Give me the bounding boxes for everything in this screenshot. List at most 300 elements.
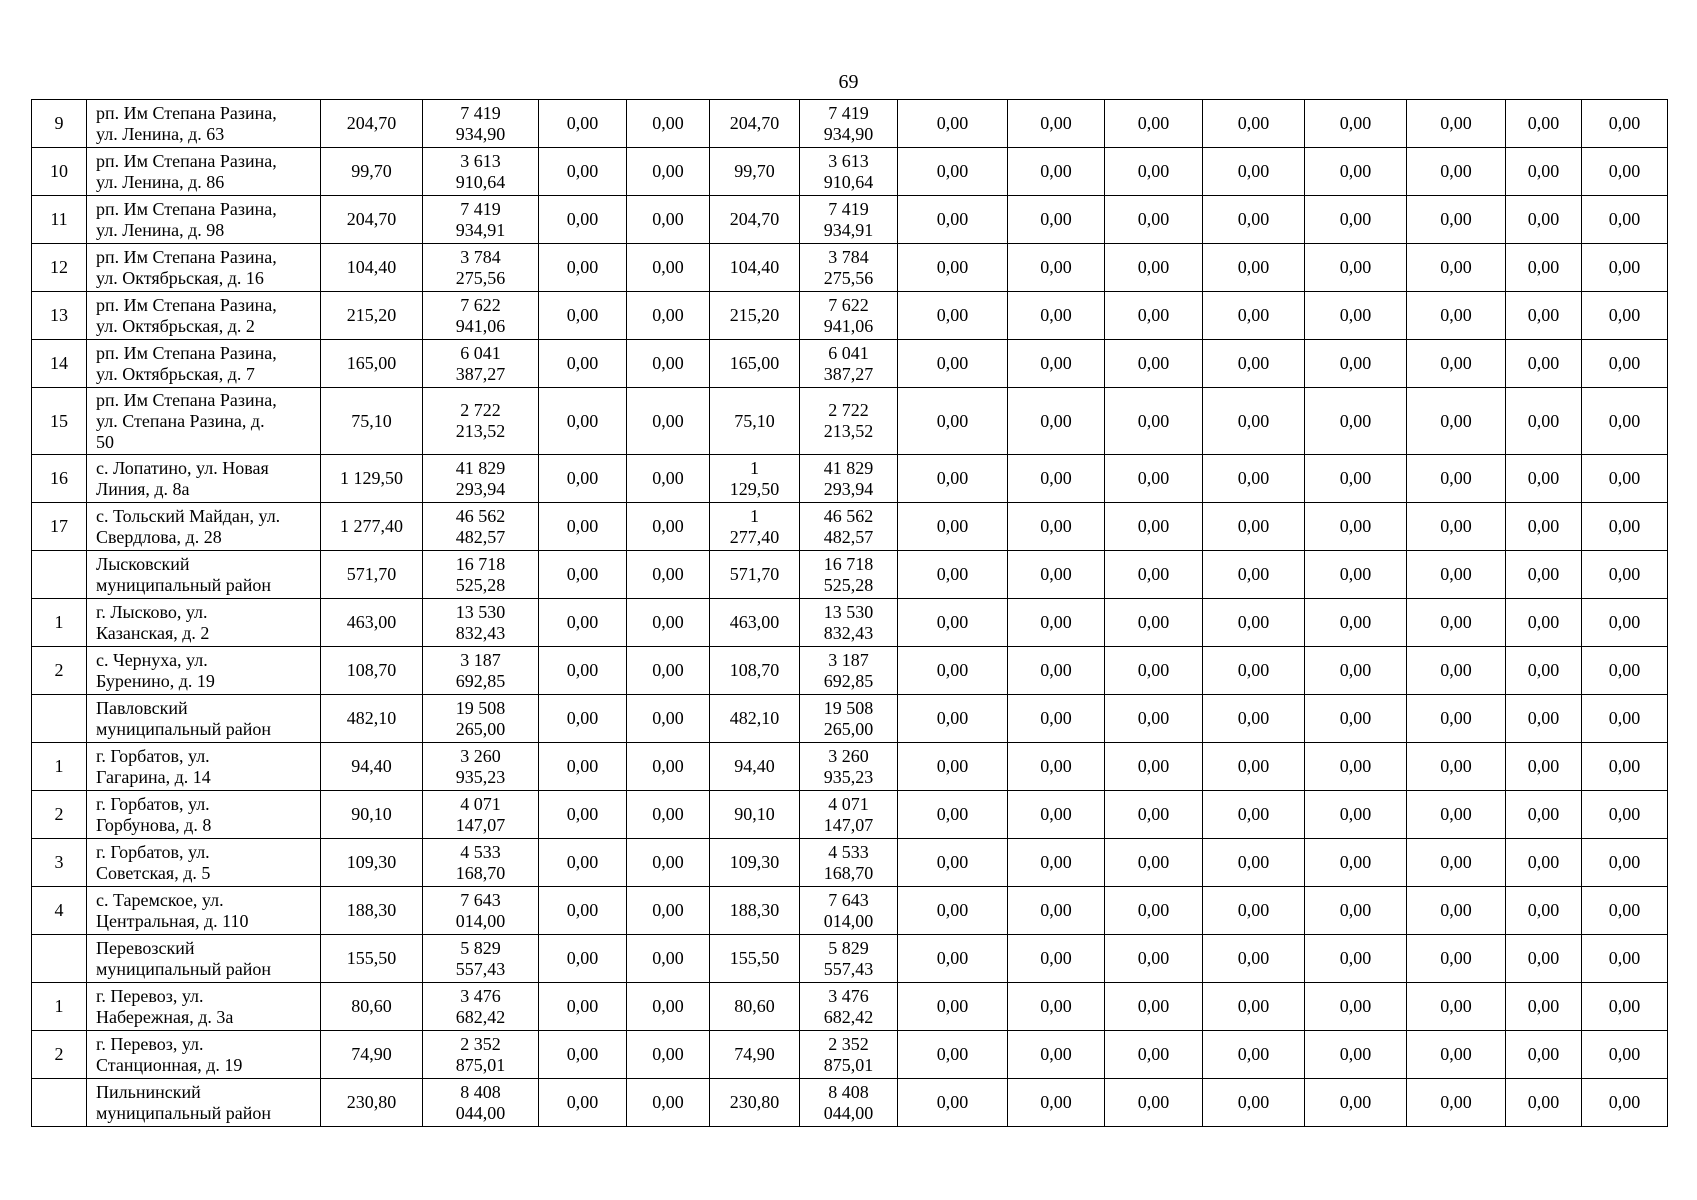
- area-cell: 80,60: [321, 983, 423, 1031]
- value-cell: 0,00: [1305, 647, 1407, 695]
- value-cell: 0,00: [1105, 388, 1203, 455]
- cost-cell: 3 613 910,64: [423, 148, 539, 196]
- value-cell: 0,00: [1407, 100, 1506, 148]
- cost-cell: 3 613 910,64: [800, 148, 898, 196]
- page-number: 69: [838, 71, 859, 93]
- value-cell: 0,00: [539, 599, 627, 647]
- address-cell: рп. Им Степана Разина, ул. Октябрьская, д. 7: [87, 340, 321, 388]
- value-cell: 0,00: [627, 388, 710, 455]
- area-cell: 109,30: [321, 839, 423, 887]
- value-cell: 0,00: [1305, 1031, 1407, 1079]
- cost-cell: 6 041 387,27: [423, 340, 539, 388]
- value-cell: 0,00: [1582, 743, 1668, 791]
- value-cell: 0,00: [1305, 551, 1407, 599]
- cost-cell: 3 187 692,85: [800, 647, 898, 695]
- value-cell: 0,00: [539, 935, 627, 983]
- area-cell: 94,40: [321, 743, 423, 791]
- value-cell: 0,00: [1105, 100, 1203, 148]
- value-cell: 0,00: [1407, 196, 1506, 244]
- cost-cell: 3 260 935,23: [423, 743, 539, 791]
- value-cell: 0,00: [898, 1031, 1008, 1079]
- value-cell: 0,00: [1305, 743, 1407, 791]
- area-cell: 74,90: [321, 1031, 423, 1079]
- value-cell: 0,00: [539, 1031, 627, 1079]
- value-cell: 0,00: [1506, 743, 1582, 791]
- value-cell: 0,00: [627, 791, 710, 839]
- area-cell: 1 129,50: [321, 455, 423, 503]
- row-number: [32, 935, 87, 983]
- area-cell: 165,00: [321, 340, 423, 388]
- table-row: [32, 1031, 1668, 1079]
- value-cell: 0,00: [1506, 455, 1582, 503]
- value-cell: 0,00: [1407, 244, 1506, 292]
- table-row: [32, 935, 1668, 983]
- value-cell: 0,00: [1407, 340, 1506, 388]
- row-number: 1: [32, 743, 87, 791]
- cost-cell: 3 260 935,23: [800, 743, 898, 791]
- address-cell: г. Горбатов, ул. Горбунова, д. 8: [87, 791, 321, 839]
- cost-cell: 19 508 265,00: [423, 695, 539, 743]
- value-cell: 0,00: [627, 244, 710, 292]
- cost-cell: 7 643 014,00: [423, 887, 539, 935]
- value-cell: 0,00: [1582, 340, 1668, 388]
- cost-cell: 16 718 525,28: [423, 551, 539, 599]
- row-number: [32, 1079, 87, 1127]
- cost-cell: 41 829 293,94: [800, 455, 898, 503]
- value-cell: 0,00: [1407, 839, 1506, 887]
- cost-cell: 7 419 934,90: [800, 100, 898, 148]
- value-cell: 0,00: [1407, 935, 1506, 983]
- row-number: 2: [32, 1031, 87, 1079]
- value-cell: 0,00: [1582, 1031, 1668, 1079]
- value-cell: 0,00: [627, 503, 710, 551]
- address-cell: рп. Им Степана Разина, ул. Ленина, д. 98: [87, 196, 321, 244]
- value-cell: 0,00: [627, 839, 710, 887]
- value-cell: 0,00: [539, 148, 627, 196]
- value-cell: 0,00: [1407, 695, 1506, 743]
- row-number: 14: [32, 340, 87, 388]
- value-cell: 0,00: [539, 388, 627, 455]
- value-cell: 0,00: [1203, 292, 1305, 340]
- value-cell: 0,00: [539, 292, 627, 340]
- value-cell: 0,00: [1582, 503, 1668, 551]
- value-cell: 0,00: [898, 791, 1008, 839]
- address-cell: г. Горбатов, ул. Гагарина, д. 14: [87, 743, 321, 791]
- area-cell: 75,10: [710, 388, 800, 455]
- area-cell: 104,40: [710, 244, 800, 292]
- address-cell: с. Таремское, ул. Центральная, д. 110: [87, 887, 321, 935]
- table-row: [32, 647, 1668, 695]
- value-cell: 0,00: [1582, 887, 1668, 935]
- value-cell: 0,00: [1008, 983, 1105, 1031]
- value-cell: 0,00: [1203, 887, 1305, 935]
- value-cell: 0,00: [1407, 1079, 1506, 1127]
- row-number: 16: [32, 455, 87, 503]
- value-cell: 0,00: [1203, 647, 1305, 695]
- area-cell: 108,70: [321, 647, 423, 695]
- value-cell: 0,00: [1506, 196, 1582, 244]
- value-cell: 0,00: [1008, 839, 1105, 887]
- table-row: [32, 196, 1668, 244]
- value-cell: 0,00: [1506, 340, 1582, 388]
- value-cell: 0,00: [1506, 292, 1582, 340]
- value-cell: 0,00: [898, 695, 1008, 743]
- value-cell: 0,00: [1506, 503, 1582, 551]
- address-cell: Павловский муниципальный район: [87, 695, 321, 743]
- row-number: 1: [32, 599, 87, 647]
- value-cell: 0,00: [1203, 148, 1305, 196]
- value-cell: 0,00: [539, 791, 627, 839]
- address-cell: с. Чернуха, ул. Буренино, д. 19: [87, 647, 321, 695]
- cost-cell: 19 508 265,00: [800, 695, 898, 743]
- row-number: 2: [32, 791, 87, 839]
- area-cell: 108,70: [710, 647, 800, 695]
- value-cell: 0,00: [1105, 1079, 1203, 1127]
- value-cell: 0,00: [627, 292, 710, 340]
- value-cell: 0,00: [1105, 791, 1203, 839]
- row-number: [32, 695, 87, 743]
- value-cell: 0,00: [898, 340, 1008, 388]
- value-cell: 0,00: [1305, 1079, 1407, 1127]
- value-cell: 0,00: [898, 983, 1008, 1031]
- value-cell: 0,00: [1105, 244, 1203, 292]
- row-number: 9: [32, 100, 87, 148]
- value-cell: 0,00: [1203, 388, 1305, 455]
- value-cell: 0,00: [1105, 1031, 1203, 1079]
- address-cell: рп. Им Степана Разина, ул. Октябрьская, д. 16: [87, 244, 321, 292]
- value-cell: 0,00: [1506, 647, 1582, 695]
- cost-cell: 4 533 168,70: [423, 839, 539, 887]
- area-cell: 230,80: [321, 1079, 423, 1127]
- table-row: [32, 148, 1668, 196]
- area-cell: 230,80: [710, 1079, 800, 1127]
- cost-cell: 3 476 682,42: [800, 983, 898, 1031]
- cost-cell: 2 722 213,52: [800, 388, 898, 455]
- area-cell: 482,10: [710, 695, 800, 743]
- value-cell: 0,00: [1582, 935, 1668, 983]
- value-cell: 0,00: [1105, 695, 1203, 743]
- cost-cell: 7 419 934,91: [423, 196, 539, 244]
- cost-cell: 13 530 832,43: [800, 599, 898, 647]
- value-cell: 0,00: [1407, 791, 1506, 839]
- value-cell: 0,00: [1008, 935, 1105, 983]
- table-row: [32, 743, 1668, 791]
- value-cell: 0,00: [1305, 455, 1407, 503]
- address-cell: рп. Им Степана Разина, ул. Ленина, д. 63: [87, 100, 321, 148]
- value-cell: 0,00: [1105, 196, 1203, 244]
- value-cell: 0,00: [1582, 244, 1668, 292]
- value-cell: 0,00: [1582, 599, 1668, 647]
- value-cell: 0,00: [627, 599, 710, 647]
- cost-cell: 3 187 692,85: [423, 647, 539, 695]
- value-cell: 0,00: [1105, 983, 1203, 1031]
- value-cell: 0,00: [1008, 100, 1105, 148]
- value-cell: 0,00: [1105, 340, 1203, 388]
- row-number: 2: [32, 647, 87, 695]
- value-cell: 0,00: [1203, 1079, 1305, 1127]
- value-cell: 0,00: [539, 503, 627, 551]
- row-number: 17: [32, 503, 87, 551]
- table-row: [32, 599, 1668, 647]
- value-cell: 0,00: [1008, 647, 1105, 695]
- value-cell: 0,00: [627, 455, 710, 503]
- value-cell: 0,00: [1305, 292, 1407, 340]
- value-cell: 0,00: [898, 887, 1008, 935]
- value-cell: 0,00: [1203, 196, 1305, 244]
- value-cell: 0,00: [898, 647, 1008, 695]
- value-cell: 0,00: [1008, 388, 1105, 455]
- cost-cell: 5 829 557,43: [800, 935, 898, 983]
- area-cell: 571,70: [710, 551, 800, 599]
- address-cell: г. Горбатов, ул. Советская, д. 5: [87, 839, 321, 887]
- value-cell: 0,00: [1305, 503, 1407, 551]
- value-cell: 0,00: [539, 887, 627, 935]
- value-cell: 0,00: [1305, 983, 1407, 1031]
- area-cell: 94,40: [710, 743, 800, 791]
- value-cell: 0,00: [1407, 455, 1506, 503]
- table-row: [32, 244, 1668, 292]
- value-cell: 0,00: [539, 244, 627, 292]
- table-row: [32, 455, 1668, 503]
- address-cell: Перевозский муниципальный район: [87, 935, 321, 983]
- value-cell: 0,00: [1506, 935, 1582, 983]
- value-cell: 0,00: [1203, 839, 1305, 887]
- value-cell: 0,00: [539, 695, 627, 743]
- value-cell: 0,00: [1582, 695, 1668, 743]
- cost-cell: 2 722 213,52: [423, 388, 539, 455]
- area-cell: 1 129,50: [710, 455, 800, 503]
- cost-cell: 5 829 557,43: [423, 935, 539, 983]
- area-cell: 90,10: [321, 791, 423, 839]
- cost-cell: 3 784 275,56: [423, 244, 539, 292]
- value-cell: 0,00: [1008, 695, 1105, 743]
- value-cell: 0,00: [1203, 935, 1305, 983]
- area-cell: 482,10: [321, 695, 423, 743]
- value-cell: 0,00: [539, 100, 627, 148]
- value-cell: 0,00: [1407, 388, 1506, 455]
- value-cell: 0,00: [1407, 1031, 1506, 1079]
- value-cell: 0,00: [1305, 388, 1407, 455]
- value-cell: 0,00: [1407, 148, 1506, 196]
- value-cell: 0,00: [898, 292, 1008, 340]
- row-number: 13: [32, 292, 87, 340]
- area-cell: 155,50: [321, 935, 423, 983]
- cost-cell: 7 419 934,91: [800, 196, 898, 244]
- table-row: [32, 100, 1668, 148]
- area-cell: 463,00: [321, 599, 423, 647]
- table-row: [32, 503, 1668, 551]
- area-cell: 75,10: [321, 388, 423, 455]
- table-body: [32, 100, 1668, 1127]
- value-cell: 0,00: [898, 196, 1008, 244]
- value-cell: 0,00: [898, 935, 1008, 983]
- value-cell: 0,00: [1105, 455, 1203, 503]
- value-cell: 0,00: [1105, 503, 1203, 551]
- area-cell: 1 277,40: [321, 503, 423, 551]
- value-cell: 0,00: [1582, 100, 1668, 148]
- area-cell: 204,70: [321, 196, 423, 244]
- value-cell: 0,00: [1008, 599, 1105, 647]
- value-cell: 0,00: [1582, 983, 1668, 1031]
- cost-cell: 7 419 934,90: [423, 100, 539, 148]
- table-row: [32, 839, 1668, 887]
- value-cell: 0,00: [1008, 503, 1105, 551]
- value-cell: 0,00: [898, 100, 1008, 148]
- area-cell: 90,10: [710, 791, 800, 839]
- address-cell: рп. Им Степана Разина, ул. Степана Разина, д. 50: [87, 388, 321, 455]
- area-cell: 204,70: [710, 100, 800, 148]
- value-cell: 0,00: [898, 244, 1008, 292]
- value-cell: 0,00: [1582, 839, 1668, 887]
- value-cell: 0,00: [898, 148, 1008, 196]
- area-cell: 571,70: [321, 551, 423, 599]
- table-row: [32, 292, 1668, 340]
- value-cell: 0,00: [1506, 839, 1582, 887]
- value-cell: 0,00: [898, 599, 1008, 647]
- area-cell: 109,30: [710, 839, 800, 887]
- value-cell: 0,00: [1203, 455, 1305, 503]
- area-cell: 204,70: [321, 100, 423, 148]
- value-cell: 0,00: [1582, 388, 1668, 455]
- value-cell: 0,00: [1305, 599, 1407, 647]
- value-cell: 0,00: [1008, 887, 1105, 935]
- value-cell: 0,00: [1506, 887, 1582, 935]
- value-cell: 0,00: [539, 1079, 627, 1127]
- value-cell: 0,00: [1008, 1031, 1105, 1079]
- value-cell: 0,00: [627, 148, 710, 196]
- cost-cell: 7 643 014,00: [800, 887, 898, 935]
- cost-cell: 4 071 147,07: [800, 791, 898, 839]
- value-cell: 0,00: [898, 1079, 1008, 1127]
- area-cell: 188,30: [321, 887, 423, 935]
- value-cell: 0,00: [1203, 244, 1305, 292]
- value-cell: 0,00: [898, 503, 1008, 551]
- value-cell: 0,00: [627, 100, 710, 148]
- value-cell: 0,00: [539, 551, 627, 599]
- registry-table: [31, 99, 1668, 1127]
- value-cell: 0,00: [1203, 100, 1305, 148]
- value-cell: 0,00: [539, 839, 627, 887]
- value-cell: 0,00: [1506, 388, 1582, 455]
- value-cell: 0,00: [627, 935, 710, 983]
- value-cell: 0,00: [627, 340, 710, 388]
- value-cell: 0,00: [1105, 839, 1203, 887]
- value-cell: 0,00: [1008, 244, 1105, 292]
- value-cell: 0,00: [1203, 1031, 1305, 1079]
- table-row: [32, 887, 1668, 935]
- value-cell: 0,00: [1305, 340, 1407, 388]
- value-cell: 0,00: [539, 647, 627, 695]
- value-cell: 0,00: [1008, 196, 1105, 244]
- value-cell: 0,00: [1008, 148, 1105, 196]
- cost-cell: 8 408 044,00: [423, 1079, 539, 1127]
- cost-cell: 6 041 387,27: [800, 340, 898, 388]
- value-cell: 0,00: [898, 388, 1008, 455]
- table-row: [32, 791, 1668, 839]
- value-cell: 0,00: [1407, 647, 1506, 695]
- value-cell: 0,00: [539, 455, 627, 503]
- value-cell: 0,00: [1305, 196, 1407, 244]
- value-cell: 0,00: [1506, 599, 1582, 647]
- value-cell: 0,00: [1582, 196, 1668, 244]
- area-cell: 215,20: [321, 292, 423, 340]
- cost-cell: 7 622 941,06: [423, 292, 539, 340]
- area-cell: 215,20: [710, 292, 800, 340]
- value-cell: 0,00: [1582, 455, 1668, 503]
- value-cell: 0,00: [1203, 551, 1305, 599]
- value-cell: 0,00: [1305, 935, 1407, 983]
- value-cell: 0,00: [1582, 647, 1668, 695]
- row-number: 3: [32, 839, 87, 887]
- value-cell: 0,00: [1506, 791, 1582, 839]
- value-cell: 0,00: [1105, 647, 1203, 695]
- value-cell: 0,00: [1506, 983, 1582, 1031]
- value-cell: 0,00: [539, 196, 627, 244]
- address-cell: с. Тольский Майдан, ул. Свердлова, д. 28: [87, 503, 321, 551]
- value-cell: 0,00: [627, 647, 710, 695]
- area-cell: 99,70: [710, 148, 800, 196]
- value-cell: 0,00: [539, 983, 627, 1031]
- address-cell: г. Лысково, ул. Казанская, д. 2: [87, 599, 321, 647]
- area-cell: 165,00: [710, 340, 800, 388]
- address-cell: Лысковский муниципальный район: [87, 551, 321, 599]
- area-cell: 80,60: [710, 983, 800, 1031]
- area-cell: 188,30: [710, 887, 800, 935]
- value-cell: 0,00: [1506, 551, 1582, 599]
- area-cell: 104,40: [321, 244, 423, 292]
- value-cell: 0,00: [539, 743, 627, 791]
- cost-cell: 8 408 044,00: [800, 1079, 898, 1127]
- area-cell: 99,70: [321, 148, 423, 196]
- value-cell: 0,00: [627, 887, 710, 935]
- row-number: 15: [32, 388, 87, 455]
- table-row: [32, 551, 1668, 599]
- value-cell: 0,00: [1105, 292, 1203, 340]
- area-cell: 155,50: [710, 935, 800, 983]
- value-cell: 0,00: [898, 551, 1008, 599]
- row-number: 4: [32, 887, 87, 935]
- area-cell: 74,90: [710, 1031, 800, 1079]
- value-cell: 0,00: [1305, 887, 1407, 935]
- value-cell: 0,00: [898, 455, 1008, 503]
- table-row: [32, 983, 1668, 1031]
- value-cell: 0,00: [1105, 551, 1203, 599]
- area-cell: 204,70: [710, 196, 800, 244]
- value-cell: 0,00: [1105, 148, 1203, 196]
- value-cell: 0,00: [1203, 743, 1305, 791]
- value-cell: 0,00: [1506, 695, 1582, 743]
- address-cell: рп. Им Степана Разина, ул. Ленина, д. 86: [87, 148, 321, 196]
- address-cell: с. Лопатино, ул. Новая Линия, д. 8а: [87, 455, 321, 503]
- cost-cell: 16 718 525,28: [800, 551, 898, 599]
- value-cell: 0,00: [1008, 455, 1105, 503]
- value-cell: 0,00: [1506, 1031, 1582, 1079]
- cost-cell: 13 530 832,43: [423, 599, 539, 647]
- value-cell: 0,00: [1105, 599, 1203, 647]
- area-cell: 1 277,40: [710, 503, 800, 551]
- table-row: [32, 340, 1668, 388]
- value-cell: 0,00: [539, 340, 627, 388]
- value-cell: 0,00: [627, 1031, 710, 1079]
- value-cell: 0,00: [1506, 1079, 1582, 1127]
- area-cell: 463,00: [710, 599, 800, 647]
- value-cell: 0,00: [1407, 551, 1506, 599]
- cost-cell: 4 071 147,07: [423, 791, 539, 839]
- address-cell: г. Перевоз, ул. Станционная, д. 19: [87, 1031, 321, 1079]
- value-cell: 0,00: [1407, 743, 1506, 791]
- cost-cell: 4 533 168,70: [800, 839, 898, 887]
- value-cell: 0,00: [1305, 695, 1407, 743]
